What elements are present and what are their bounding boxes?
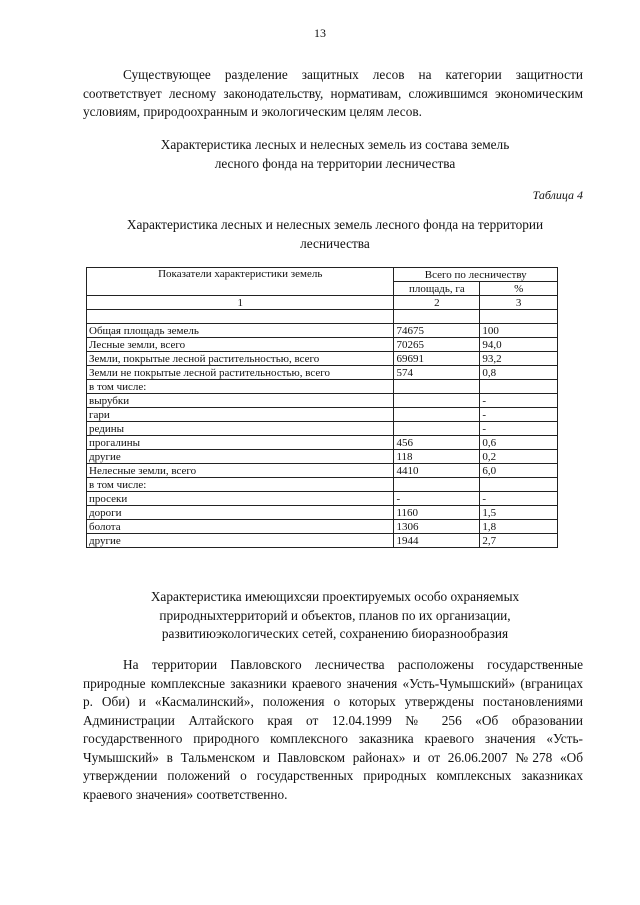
- table-row: [87, 506, 558, 520]
- table-row: [87, 394, 558, 408]
- table-row: [87, 436, 558, 450]
- col-number-1: 1: [87, 296, 394, 310]
- header-indicator: Показатели характеристики земель: [87, 268, 394, 296]
- header-total: Всего по лесничеству: [394, 268, 558, 282]
- section-heading: [70, 136, 600, 173]
- row-pct: -: [480, 492, 558, 506]
- col-number-3: 3: [480, 296, 558, 310]
- table-row: [87, 338, 558, 352]
- row-area: 1944: [394, 534, 480, 548]
- row-pct: 93,2: [480, 352, 558, 366]
- row-name: гари: [87, 408, 394, 422]
- intro-paragraph: Существующее разделение защитных лесов на категории защитности соответствует лесному законодательству, нормативам, сложившимся экономическим условиям, природоохранным и экологическим целям лесов.: [83, 67, 583, 119]
- table-row: [87, 450, 558, 464]
- row-name: Общая площадь земель: [87, 324, 394, 338]
- table-row: [87, 478, 558, 492]
- table-row: [87, 520, 558, 534]
- row-area: 1306: [394, 520, 480, 534]
- row-pct: -: [480, 408, 558, 422]
- row-name: в том числе:: [87, 478, 394, 492]
- row-name: другие: [87, 450, 394, 464]
- table-row: [87, 324, 558, 338]
- row-name: Лесные земли, всего: [87, 338, 394, 352]
- spacer-row: [87, 310, 558, 324]
- row-pct: [480, 380, 558, 394]
- row-pct: 94,0: [480, 338, 558, 352]
- land-characteristics-table: [86, 267, 558, 548]
- row-pct: 2,7: [480, 534, 558, 548]
- row-name: в том числе:: [87, 380, 394, 394]
- row-pct: -: [480, 422, 558, 436]
- table-title-line2: лесничества: [300, 235, 370, 251]
- row-pct: 6,0: [480, 464, 558, 478]
- header-pct: %: [480, 282, 558, 296]
- row-area: [394, 422, 480, 436]
- row-area: 70265: [394, 338, 480, 352]
- table-row: [87, 534, 558, 548]
- row-name: другие: [87, 534, 394, 548]
- row-pct: 100: [480, 324, 558, 338]
- row-name: Нелесные земли, всего: [87, 464, 394, 478]
- section2-heading-line3: развитиюэкологических сетей, сохранению биоразнообразия: [161, 626, 509, 641]
- row-pct: 0,2: [480, 450, 558, 464]
- table-row: [87, 422, 558, 436]
- row-area: [394, 408, 480, 422]
- row-name: редины: [87, 422, 394, 436]
- row-name: Земли, покрытые лесной растительностью, всего: [87, 352, 394, 366]
- row-name: Земли не покрытые лесной растительностью, всего: [87, 366, 394, 380]
- row-area: 74675: [394, 324, 480, 338]
- row-area: [394, 478, 480, 492]
- col-number-2: 2: [394, 296, 480, 310]
- row-area: 69691: [394, 352, 480, 366]
- row-pct: [480, 478, 558, 492]
- row-area: 1160: [394, 506, 480, 520]
- row-pct: 1,8: [480, 520, 558, 534]
- row-pct: 0,6: [480, 436, 558, 450]
- section-heading-line1: Характеристика лесных и нелесных земель из состава земель: [160, 137, 510, 152]
- header-area: площадь, га: [394, 282, 480, 296]
- row-pct: 0,8: [480, 366, 558, 380]
- row-area: 574: [394, 366, 480, 380]
- section2-heading-line2: природныхтерриторий и объектов, планов по их организации,: [159, 607, 511, 623]
- table-row: [87, 380, 558, 394]
- final-paragraph: На территории Павловского лесничества расположены государственные природные комплексные заказники краевого значения «Усть-Чумышский» (вграницах р. Оби) и «Касмалинский», положения о которых утверждены постановлениями Администрации Алтайского края от 12.04.1999 № 256 «Об образовании государственного природного комплексного заказника краевого значения «Усть-Чумышский» в Тальменском и Павловском районах» и от 26.06.2007 №278 «Об утверждении положений о государственных природных комплексных заказниках краевого значения» соответственно.: [83, 657, 583, 802]
- section2-heading-line1: Характеристика имеющихсяи проектируемых особо охраняемых: [150, 589, 520, 604]
- table-row: [87, 492, 558, 506]
- row-area: 456: [394, 436, 480, 450]
- table-row: [87, 366, 558, 380]
- row-name: болота: [87, 520, 394, 534]
- row-name: дороги: [87, 506, 394, 520]
- row-area: [394, 380, 480, 394]
- section2-heading: [70, 588, 600, 644]
- table-title-line1: Характеристика лесных и нелесных земель лесного фонда на территории: [126, 217, 544, 232]
- row-area: 4410: [394, 464, 480, 478]
- table-row: [87, 464, 558, 478]
- row-pct: 1,5: [480, 506, 558, 520]
- row-area: [394, 394, 480, 408]
- table-label: Таблица 4: [532, 188, 583, 202]
- page-number: 13: [314, 26, 326, 40]
- row-area: 118: [394, 450, 480, 464]
- row-area: -: [394, 492, 480, 506]
- table-title: [70, 216, 600, 253]
- row-pct: -: [480, 394, 558, 408]
- row-name: прогалины: [87, 436, 394, 450]
- section-heading-line2: лесного фонда на территории лесничества: [214, 155, 456, 171]
- table-row: [87, 408, 558, 422]
- row-name: просеки: [87, 492, 394, 506]
- row-name: вырубки: [87, 394, 394, 408]
- table-row: [87, 352, 558, 366]
